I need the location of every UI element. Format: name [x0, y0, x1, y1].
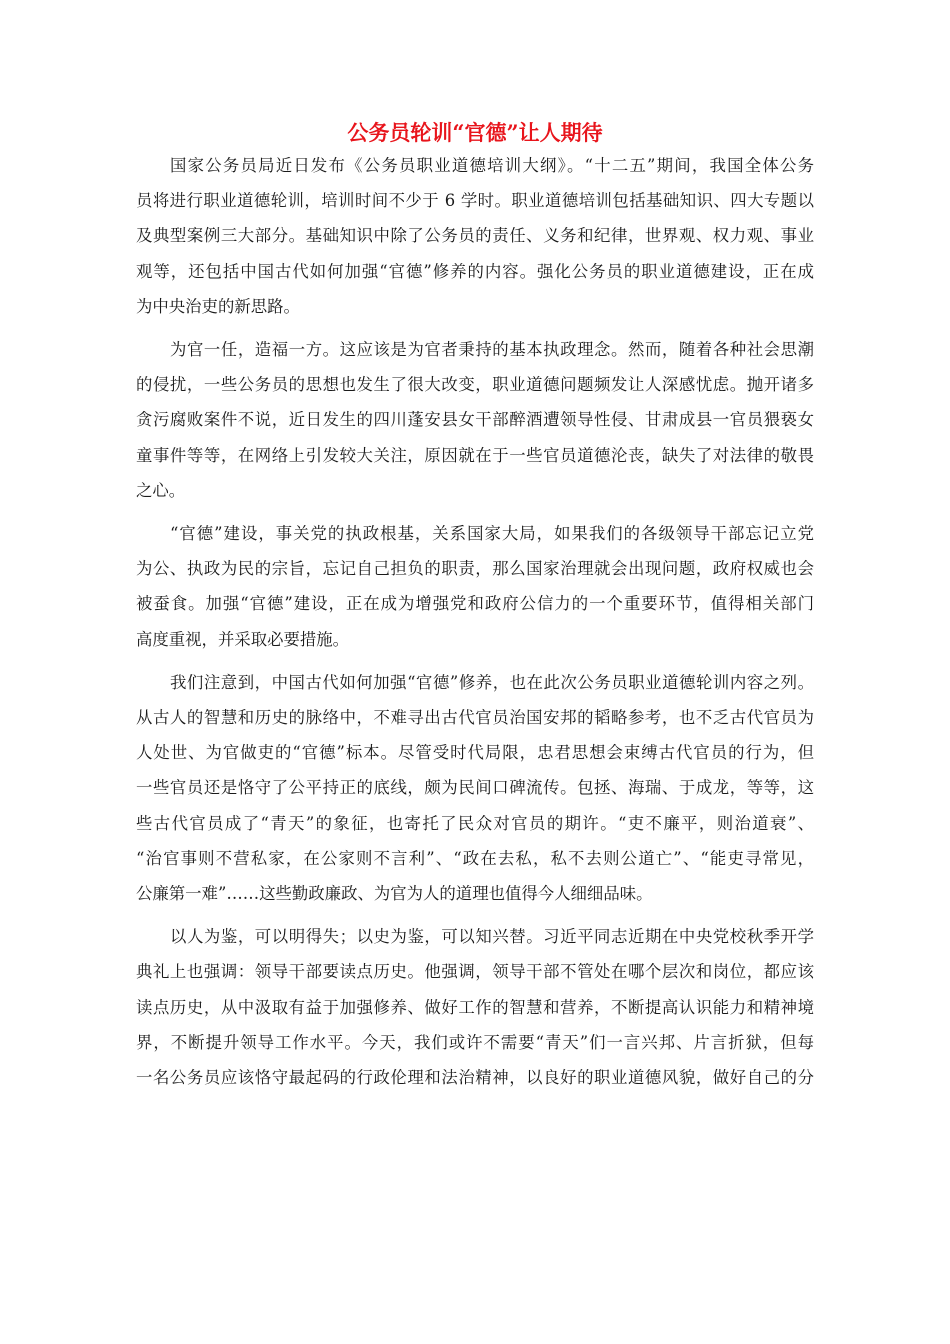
text-line: 员将进行职业道德轮训，培训时间不少于 6 学时。职业道德培训包括基础知识、四大专题以 — [136, 191, 814, 211]
text-line: 为中央治吏的新思路。 — [136, 296, 300, 316]
text-line: 一些官员还是恪守了公平持正的底线，颇为民间口碑流传。包拯、海瑞、于成龙，等等，这 — [136, 778, 814, 798]
text-line: “治官事则不营私家，在公家则不言利”、“政在去私，私不去则公道亡”、“能吏寻常见， — [136, 848, 814, 868]
paragraph-5 — [136, 919, 814, 1095]
paragraph-4 — [136, 665, 814, 911]
text-line: 读点历史，从中汲取有益于加强修养、做好工作的智慧和营养，不断提高认识能力和精神境 — [136, 997, 814, 1017]
paragraph-2 — [136, 332, 814, 508]
text-line: 为官一任，造福一方。这应该是为官者秉持的基本执政理念。然而，随着各种社会思潮 — [170, 340, 814, 360]
text-line: 及典型案例三大部分。基础知识中除了公务员的责任、义务和纪律，世界观、权力观、事业 — [136, 226, 814, 246]
article-body — [136, 148, 814, 1103]
text-line: 贪污腐败案件不说，近日发生的四川蓬安县女干部醉酒遭领导性侵、甘肃成县一官员猥亵女 — [136, 410, 814, 430]
text-line: 从古人的智慧和历史的脉络中，不难寻出古代官员治国安邦的韬略参考，也不乏古代官员为 — [136, 708, 814, 728]
text-line: 公廉第一难”……这些勤政廉政、为官为人的道理也值得今人细细品味。 — [136, 884, 653, 904]
paragraph-3 — [136, 516, 814, 657]
text-line: 界，不断提升领导工作水平。今天，我们或许不需要“青天”们一言兴邦、片言折狱，但每 — [136, 1032, 814, 1052]
text-line: 一名公务员应该恪守最起码的行政伦理和法治精神，以良好的职业道德风貌，做好自己的分 — [136, 1068, 814, 1088]
text-line: 观等，还包括中国古代如何加强“官德”修养的内容。强化公务员的职业道德建设，正在成 — [136, 261, 814, 281]
text-line: 些古代官员成了“青天”的象征，也寄托了民众对官员的期许。“吏不廉平，则治道衰”、 — [136, 813, 814, 833]
text-line: 我们注意到，中国古代如何加强“官德”修养，也在此次公务员职业道德轮训内容之列。 — [170, 672, 814, 692]
text-line: 典礼上也强调：领导干部要读点历史。他强调，领导干部不管处在哪个层次和岗位，都应该 — [136, 962, 814, 982]
article-title: 公务员轮训“官德”让人期待 — [347, 120, 603, 145]
text-line: 以人为鉴，可以明得失；以史为鉴，可以知兴替。习近平同志近期在中央党校秋季开学 — [170, 927, 814, 947]
text-line: 被蚕食。加强“官德”建设，正在成为增强党和政府公信力的一个重要环节，值得相关部门 — [136, 594, 814, 614]
paragraph-1 — [136, 148, 814, 324]
text-line: 的侵扰，一些公务员的思想也发生了很大改变，职业道德问题频发让人深感忧虑。抛开诸多 — [136, 375, 814, 395]
text-line: 为公、执政为民的宗旨，忘记自己担负的职责，那么国家治理就会出现问题，政府权威也会 — [136, 559, 814, 579]
text-line: 童事件等等，在网络上引发较大关注，原因就在于一些官员道德沦丧，缺失了对法律的敬畏 — [136, 445, 814, 465]
text-line: “官德”建设，事关党的执政根基，关系国家大局，如果我们的各级领导干部忘记立党 — [170, 524, 814, 544]
text-line: 之心。 — [136, 480, 186, 500]
text-line: 国家公务员局近日发布《公务员职业道德培训大纲》。“十二五”期间，我国全体公务 — [170, 156, 814, 175]
text-line: 人处世、为官做吏的“官德”标本。尽管受时代局限，忠君思想会束缚古代官员的行为，但 — [136, 743, 814, 763]
text-line: 高度重视，并采取必要措施。 — [136, 629, 350, 649]
